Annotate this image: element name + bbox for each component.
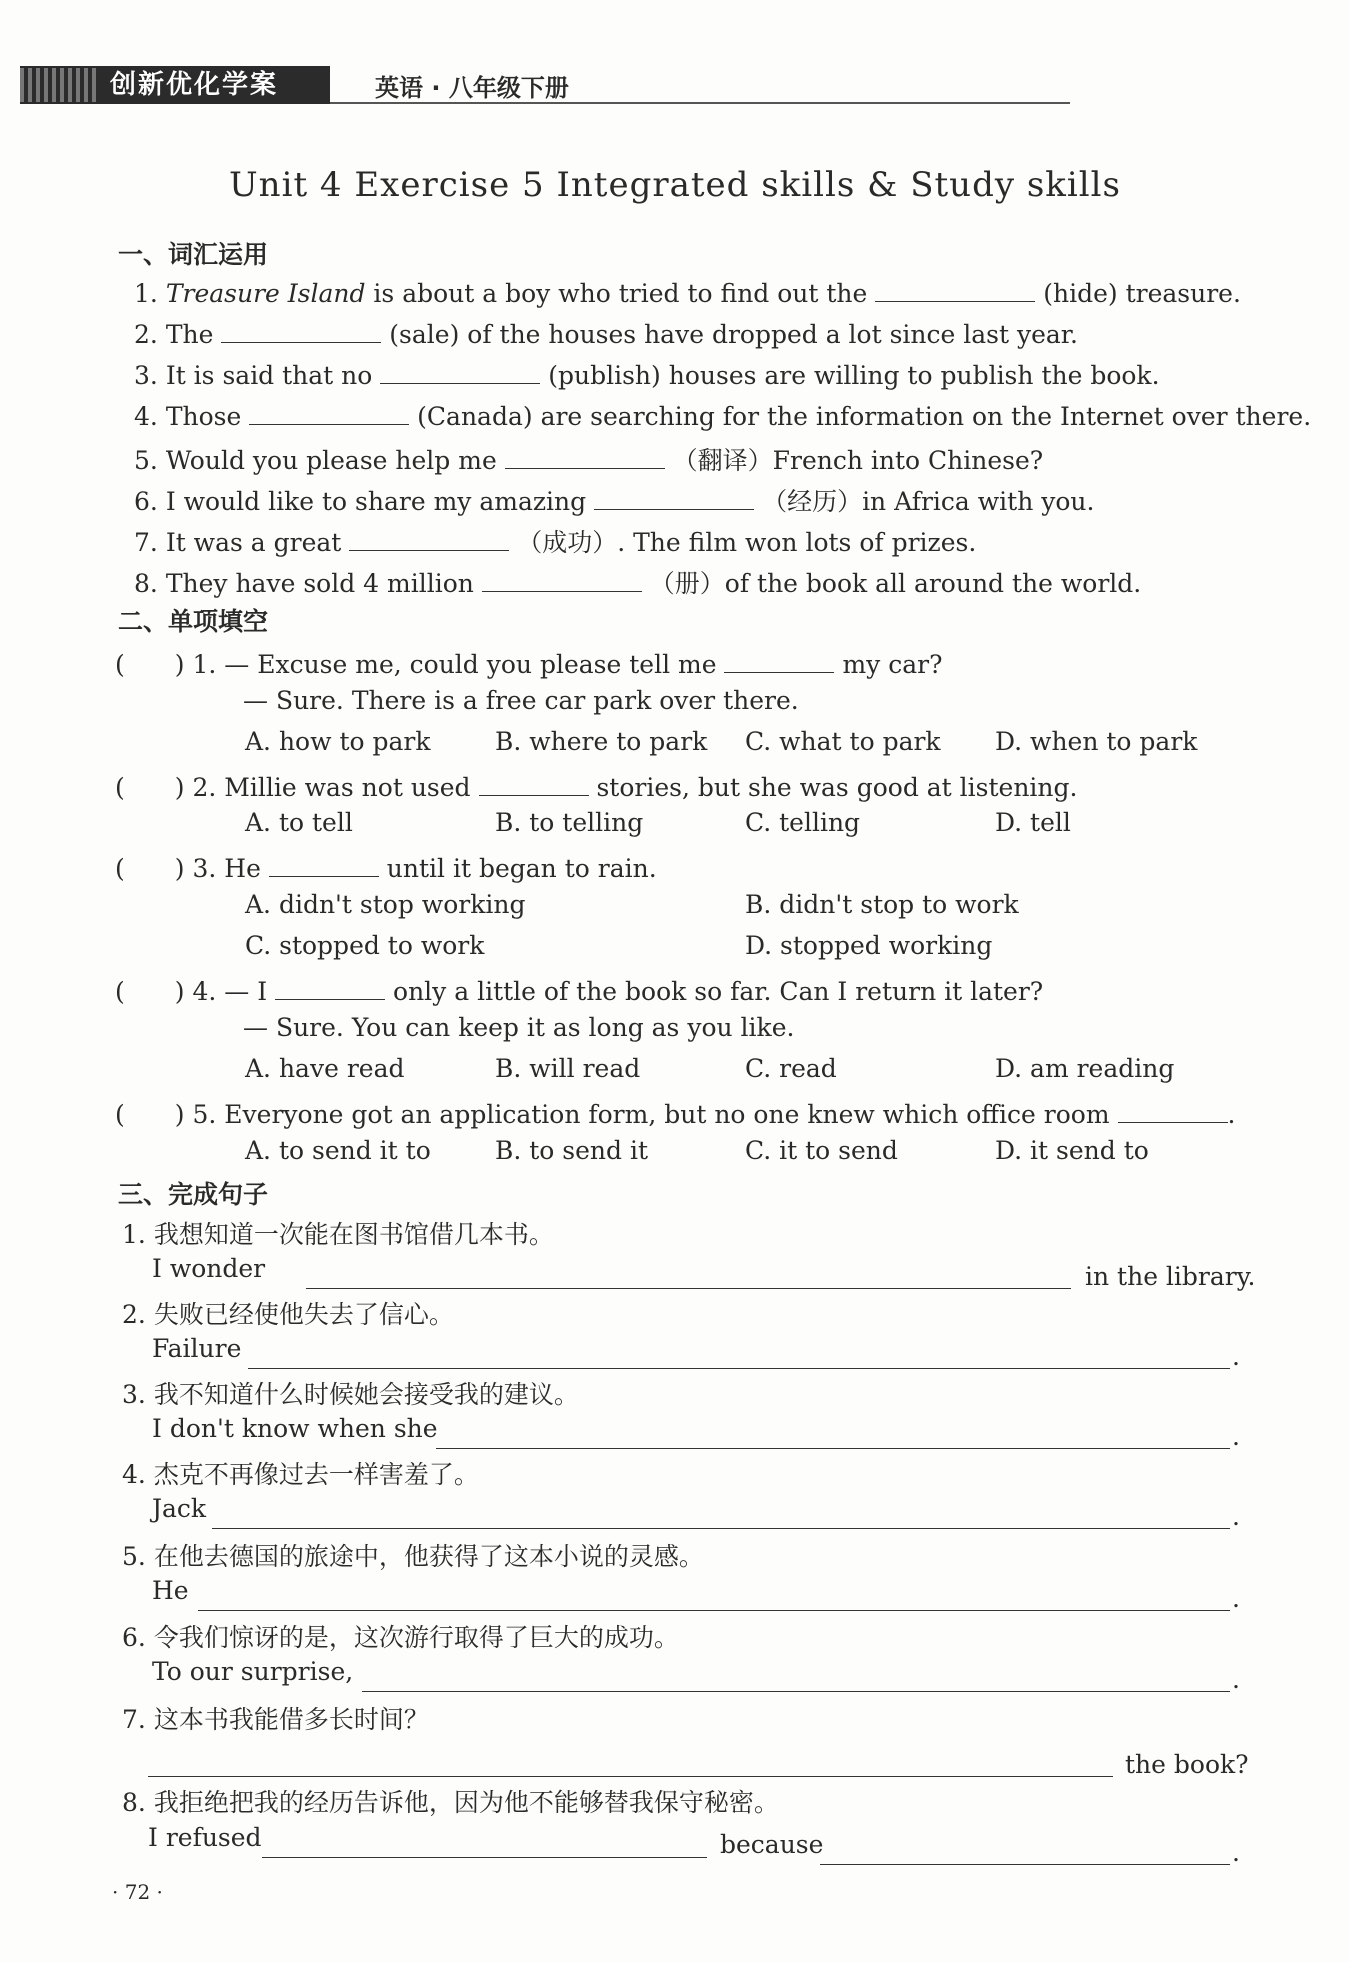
sentence-prompt: 5. 在他去德国的旅途中，他获得了这本小说的灵感。 bbox=[122, 1542, 704, 1571]
answer-bracket[interactable]: ( ) bbox=[115, 977, 185, 1006]
vocab-item: 2. The (sale) of the houses have dropped a lot since last year. bbox=[134, 320, 1078, 349]
vocab-item: 5. Would you please help me （翻译）French into Chinese? bbox=[134, 446, 1044, 475]
vocab-item: 7. It was a great （成功）. The film won lots of prizes. bbox=[134, 528, 977, 557]
answer-bracket[interactable]: ( ) bbox=[115, 1100, 185, 1129]
sentence-start: To our surprise, bbox=[152, 1657, 354, 1686]
option[interactable]: D. tell bbox=[995, 808, 1071, 837]
sentence-end: . bbox=[1232, 1342, 1240, 1371]
answer-bracket[interactable]: ( ) bbox=[115, 650, 185, 679]
answer-blank[interactable] bbox=[875, 277, 1035, 302]
answer-line[interactable] bbox=[436, 1448, 1230, 1449]
answer-blank[interactable] bbox=[505, 444, 665, 469]
answer-blank[interactable] bbox=[349, 526, 509, 551]
answer-line[interactable] bbox=[262, 1857, 707, 1858]
option[interactable]: B. where to park bbox=[495, 727, 708, 756]
reply-line: — Sure. There is a free car park over there. bbox=[243, 686, 799, 715]
sentence-start: Jack bbox=[152, 1494, 207, 1523]
section-heading-sentences: 三、完成句子 bbox=[118, 1180, 269, 1209]
sentence-end: . bbox=[1232, 1502, 1240, 1531]
sentence-start: I wonder bbox=[152, 1254, 266, 1283]
question: ( ) 5. Everyone got an application form, but no one knew which office room . bbox=[115, 1100, 1236, 1129]
option[interactable]: B. didn't stop to work bbox=[745, 890, 1019, 919]
option[interactable]: D. it send to bbox=[995, 1136, 1149, 1165]
answer-blank[interactable] bbox=[479, 771, 589, 796]
answer-line[interactable] bbox=[306, 1288, 1071, 1289]
sentence-prompt: 1. 我想知道一次能在图书馆借几本书。 bbox=[122, 1220, 554, 1249]
vocab-item: 1. Treasure Island is about a boy who tried to find out the (hide) treasure. bbox=[134, 279, 1241, 308]
page-number: · 72 · bbox=[112, 1880, 163, 1904]
option[interactable]: D. stopped working bbox=[745, 931, 993, 960]
answer-blank[interactable] bbox=[380, 359, 540, 384]
answer-blank[interactable] bbox=[482, 567, 642, 592]
answer-blank[interactable] bbox=[1118, 1098, 1228, 1123]
vocab-item: 8. They have sold 4 million （册）of the book all around the world. bbox=[134, 569, 1142, 598]
vocab-item: 4. Those (Canada) are searching for the information on the Internet over there. bbox=[134, 402, 1312, 431]
option[interactable]: B. to telling bbox=[495, 808, 644, 837]
option[interactable]: D. when to park bbox=[995, 727, 1198, 756]
answer-line[interactable] bbox=[198, 1610, 1230, 1611]
answer-line[interactable] bbox=[248, 1368, 1230, 1369]
section-heading-vocab: 一、词汇运用 bbox=[118, 240, 269, 269]
brand-logo: 创新优化学案 bbox=[20, 66, 330, 104]
sentence-end: . bbox=[1232, 1584, 1240, 1613]
sentence-end: the book? bbox=[1125, 1750, 1249, 1779]
option[interactable]: C. telling bbox=[745, 808, 861, 837]
option[interactable]: D. am reading bbox=[995, 1054, 1175, 1083]
answer-blank[interactable] bbox=[269, 852, 379, 877]
subject-label: 英语 · 八年级下册 bbox=[375, 74, 569, 102]
sentence-middle: because bbox=[720, 1830, 824, 1859]
reply-line: — Sure. You can keep it as long as you like. bbox=[243, 1013, 795, 1042]
question: ( ) 3. He until it began to rain. bbox=[115, 854, 657, 883]
sentence-end: . bbox=[1232, 1665, 1240, 1694]
sentence-prompt: 8. 我拒绝把我的经历告诉他，因为他不能够替我保守秘密。 bbox=[122, 1788, 779, 1817]
option[interactable]: B. to send it bbox=[495, 1136, 649, 1165]
sentence-end: . bbox=[1232, 1838, 1240, 1867]
answer-line[interactable] bbox=[820, 1864, 1230, 1865]
sentence-prompt: 4. 杰克不再像过去一样害羞了。 bbox=[122, 1460, 479, 1489]
question: ( ) 1. — Excuse me, could you please tell me my car? bbox=[115, 650, 943, 679]
sentence-start: I refused bbox=[148, 1823, 262, 1852]
sentence-prompt: 2. 失败已经使他失去了信心。 bbox=[122, 1300, 454, 1329]
option[interactable]: A. how to park bbox=[245, 727, 431, 756]
vocab-item: 3. It is said that no (publish) houses are willing to publish the book. bbox=[134, 361, 1160, 390]
question: ( ) 4. — I only a little of the book so far. Can I return it later? bbox=[115, 977, 1044, 1006]
option[interactable]: A. have read bbox=[245, 1054, 405, 1083]
answer-blank[interactable] bbox=[249, 400, 409, 425]
option[interactable]: C. what to park bbox=[745, 727, 941, 756]
page-title: Unit 4 Exercise 5 Integrated skills & Study skills bbox=[229, 165, 1121, 205]
answer-blank[interactable] bbox=[724, 648, 834, 673]
option[interactable]: C. it to send bbox=[745, 1136, 898, 1165]
sentence-prompt: 3. 我不知道什么时候她会接受我的建议。 bbox=[122, 1380, 579, 1409]
sentence-prompt: 6. 令我们惊讶的是，这次游行取得了巨大的成功。 bbox=[122, 1623, 679, 1652]
option[interactable]: A. to tell bbox=[245, 808, 353, 837]
option[interactable]: B. will read bbox=[495, 1054, 641, 1083]
sentence-start: I don't know when she bbox=[152, 1414, 438, 1443]
section-heading-choice: 二、单项填空 bbox=[118, 607, 269, 636]
answer-blank[interactable] bbox=[275, 975, 385, 1000]
page-header bbox=[20, 62, 1060, 106]
sentence-start: Failure bbox=[152, 1334, 242, 1363]
sentence-end: in the library. bbox=[1085, 1262, 1256, 1291]
option[interactable]: A. to send it to bbox=[245, 1136, 431, 1165]
answer-line[interactable] bbox=[362, 1691, 1230, 1692]
option[interactable]: C. read bbox=[745, 1054, 837, 1083]
answer-bracket[interactable]: ( ) bbox=[115, 773, 185, 802]
answer-bracket[interactable]: ( ) bbox=[115, 854, 185, 883]
header-rule bbox=[330, 102, 1070, 104]
answer-blank[interactable] bbox=[594, 485, 754, 510]
sentence-prompt: 7. 这本书我能借多长时间？ bbox=[122, 1705, 429, 1734]
sentence-end: . bbox=[1232, 1422, 1240, 1451]
answer-line[interactable] bbox=[148, 1776, 1113, 1777]
vocab-item: 6. I would like to share my amazing （经历）in Africa with you. bbox=[134, 487, 1095, 516]
brand-stripes bbox=[20, 68, 100, 102]
answer-line[interactable] bbox=[212, 1528, 1230, 1529]
option[interactable]: A. didn't stop working bbox=[245, 890, 526, 919]
option[interactable]: C. stopped to work bbox=[245, 931, 485, 960]
sentence-start: He bbox=[152, 1576, 189, 1605]
answer-blank[interactable] bbox=[221, 318, 381, 343]
question: ( ) 2. Millie was not used stories, but she was good at listening. bbox=[115, 773, 1078, 802]
